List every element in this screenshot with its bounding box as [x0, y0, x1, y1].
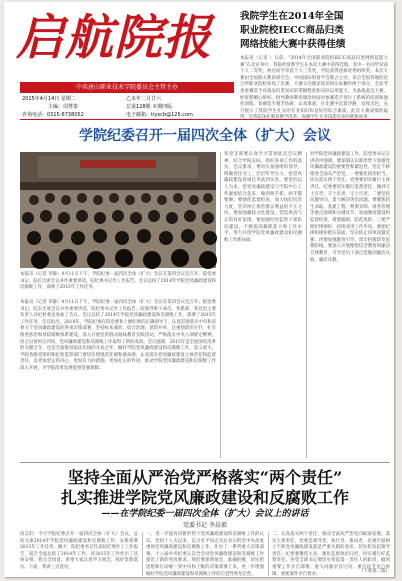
issue-phone: 咨询电话：0315-8738052 — [22, 112, 84, 118]
headline-line: 我院学生在2014年全国 — [240, 11, 344, 22]
conference-article-col2: 各党支部要认真学习贯彻此次会议精神，结合学院实际，抓好各项工作的落实。会议要求，要切实加强组织领导，明确责任分工，层层传导压力，把党风廉政建设各项任务落到实处。要坚持以人为本，把党风廉政建设与学院中心工作紧密结合起来，做到两手抓、两手都要硬。要强化监督检查，加大执纪问责力度，坚决纠正损害群众利益的不正之风。要加强廉政文化建设，营造风清气正的良好氛围。要加强纪检监察干部队伍建设，不断提高履职能力和工作水平，努力开创学院党风廉政建设和反腐败工作新局面。 — [224, 152, 302, 243]
column-divider — [268, 532, 269, 576]
section-divider — [20, 462, 390, 463]
top-story-body: 本报讯（记者 ）日前，“2014年全国职业院校IECC商品归类网络技能大赛”在北京举行。我院经贸系学生在本次大赛中获得佳绩，其中一名同学荣获个人二等奖，两名同学荣获个人三等奖，学院获得团体优秀组织奖。本次大赛由全国海关教育研究会、中国国际贸易学会联合主办，来自全国各地的近百所职业院校参加了比赛。大赛分为理论知识和实际操作两个部分，全面考查参赛选手对商品归类知识的掌握程度和实际运用能力。为备战此次大赛，经贸系精心组织，指导教师利用课余时间对参赛选手进行了系统的培训和强化训练。参赛选手刻苦钻研，认真准备，在比赛中沉着冷静，发挥出色，充分展示了我院学生扎实的专业知识和良好的综合素质。此次大赛成绩的取得，是我院深化教育教学改革、加强学生专业技能培养的重要成果。 — [240, 56, 388, 121]
meeting-photo — [20, 152, 216, 268]
speech-col1: 同志们：今天学院纪委召开一届四次全体（扩大）会议，总结交流2014年学院党风廉政建设和反腐败工作，安排部署2015年工作任务。刚才，院纪委书记代表院纪委作了工作报告，报告全面总结了2014年工作，对2015年工作作出了具体安排，我完全同意。希望大家认真学习领会，抓好贯彻落实。下面，我讲三点意见。 — [20, 532, 138, 570]
top-story-headline — [240, 10, 388, 52]
column-divider — [306, 152, 307, 458]
newspaper-page — [4, 2, 394, 577]
speech-byline: 党委书记 李晨毅 — [183, 522, 227, 529]
photo-caption: 本报讯（记者 李静）4月11日下午，学院纪委一届四次全体（扩大）会议在第四会议室召开。院党委书记、院长出席会议并作重要讲话。院纪委书记作工作报告。会议总结了2014年学院党风廉政建设和反腐败工作，部署了2015年工作任务。 — [20, 272, 216, 291]
conference-headline: 学院纪委召开一届四次全体（扩大）会议 — [79, 128, 331, 144]
continued-note: （下转第二版） — [359, 569, 390, 574]
masthead-subtitle: 中共唐山职业技术学院委员会主管主办 — [20, 82, 234, 93]
issue-total: 总第128期 本期四版 — [126, 104, 173, 110]
headline-line: 网络技能大赛中获得佳绩 — [240, 39, 346, 50]
column-divider — [142, 532, 143, 576]
meeting-photo-image — [20, 152, 216, 268]
issue-lunar-date: 乙未年二月廿六 — [126, 96, 162, 102]
speech-col3: 二、认真落实两个责任，推动全面从严治党向纵深发展。落实主体责任，党委是领导者、执行者、推动者，必须牢固树立不抓党风廉政建设就是严重失职的意识，切实担负起领导责任。纪委要聚焦主业，强化监督执纪问责，切实履行好监督责任。各党支部书记要切实担起第一责任人的职责，做到重要工作亲自部署、重大问题亲自过问、重点环节亲自协调、重要案件亲自督办。 — [272, 532, 390, 577]
speech-headline — [20, 468, 390, 531]
speech-headline-line1: 坚持全面从严治党严格落实“两个责任” — [67, 468, 343, 487]
speech-col2: 一、进一步提高对新形势下党风廉政建设和反腐败工作的认识。党的十八大以来，以习近平同志为总书记的党中央高度重视党风廉政建设和反腐败工作，作出了一系列重大决策部署。十八届中央纪委五次全会对党风廉政建设和反腐败工作提出了新的更高要求。我们要深刻领会，准确把握，切实把思想和行动统一到中央和上级的决策部署上来，进一步增强做好学院党风廉政建设和反腐败工作的自觉性和坚定性。 — [146, 532, 264, 577]
issue-email: 电子邮箱：tiyxcb@126.com — [126, 112, 193, 118]
speech-subheadline: ——在学院纪委一届四次全体（扩大）会议上的讲话 — [101, 509, 309, 519]
headline-line: 职业院校IECC商品归类 — [240, 25, 344, 36]
masthead-title: 启航院报 — [16, 10, 213, 66]
conference-article-col3: 对学院党风廉政建设工作，院党委书记在讲话中强调，要深刻认识新形势下加强党风廉政建设的重要性和紧迫性，坚定不移推进全面从严治党。一要强化政治担当，切实落实两个责任。党委要切实履行主体责任，纪委要切实履行监督责任，做到守土有责、守土负责、守土尽责。二要坚持问题导向，着力解决突出问题。要聚焦招生录取、基建工程、物资采购、财务管理等重点领域和关键环节，加强制度建设和监督检查，堵塞漏洞，防范风险。三要严明纪律规矩，持续改进工作作风。要把纪律和规矩挺在前面，坚决防止四风问题反弹。四要加强教育引导，筑牢拒腐防变思想防线。要深入开展理想信念教育和廉洁自律教育，引导党员干部自觉做到廉洁从政、廉洁从教。 — [310, 152, 390, 263]
conference-article-col1: 本报讯（记者 李静）4月11日下午，学院纪委一届四次全体（扩大）会议在第四会议室召开。院党委书记、院长出席会议并作重要讲话，院纪委书记作工作报告。院领导班子成员、各系部、各处室主要负责人及纪检委员参加了会议。会议总结了2014年学院党风廉政建设和反腐败工作，部署了2015年工作任务。会议指出，2014年，学院纪委在院党委和上级纪委的正确领导下，认真贯彻落实中央和省委关于党风廉政建设的各项决策部署，坚持标本兼治、综合治理、惩防并举、注重预防的方针，扎实推进惩治和预防腐败体系建设，深入开展党的群众路线教育实践活动，严格落实中央八项规定精神，持之以恒纠正四风，党风廉政建设和反腐败工作取得了新的成效。会议强调，2015年是全面深化改革的关键之年，也是全面推进依法治国的开局之年，做好学院党风廉政建设和反腐败工作，意义重大。学院各级党组织和纪检监察部门要切实增强责任感和使命感，认真落实党风廉政建设主体责任和监督责任，以更加坚定的决心、更加有力的措施、更加扎实的作风，推动学院党风廉政建设和反腐败工作深入开展，为学院改革发展提供坚强保障。 — [20, 300, 216, 371]
speech-headline-line2: 扎实推进学院党风廉政建设和反腐败工作 — [60, 488, 349, 507]
masthead — [16, 8, 234, 82]
issue-date: 2015年4月14日 星期二 — [22, 96, 76, 102]
issue-editor: 主编：周慧泰 — [48, 104, 79, 110]
column-divider — [220, 152, 221, 458]
